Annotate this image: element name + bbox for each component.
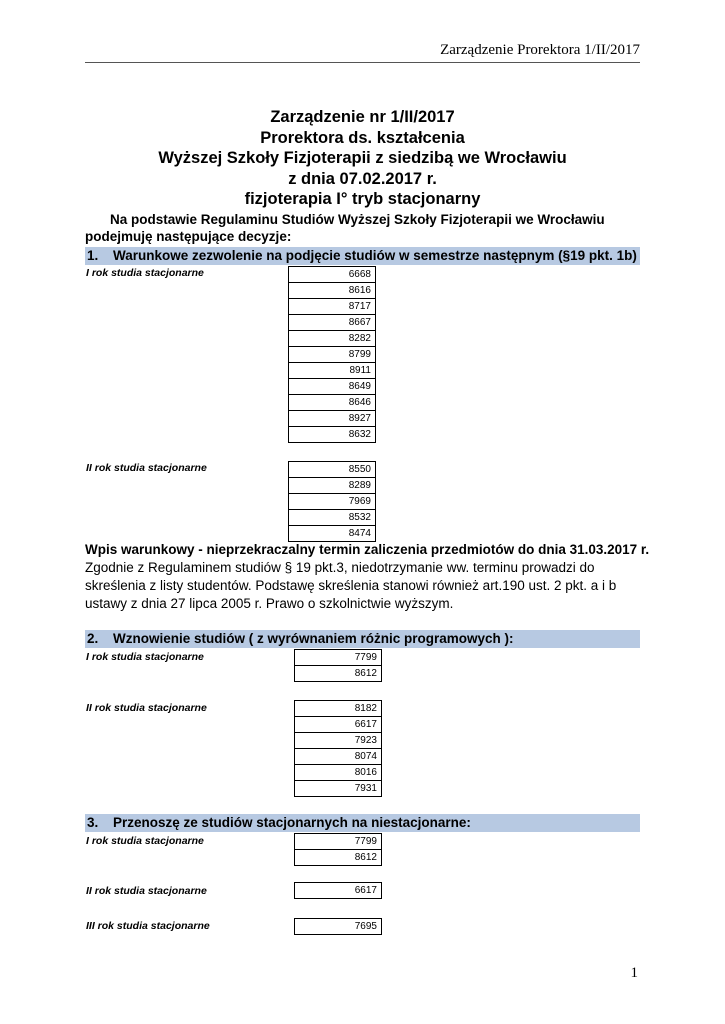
- page-number: 1: [630, 965, 638, 981]
- section-1-number: 1.: [87, 248, 99, 263]
- student-id-cell: 8717: [289, 299, 376, 315]
- student-id-cell: 7923: [295, 733, 382, 749]
- table-row: [295, 919, 382, 935]
- student-id-cell: 8182: [295, 701, 382, 717]
- table-row: [289, 363, 376, 379]
- table-row: [289, 478, 376, 494]
- section-1-group-2-table: [288, 461, 376, 542]
- section-3-heading: [85, 814, 640, 832]
- student-id-cell: 8799: [289, 347, 376, 363]
- section-3-title: Przenoszę ze studiów stacjonarnych na niestacjonarne:: [113, 815, 471, 830]
- table-row: [295, 733, 382, 749]
- student-id-cell: 6617: [295, 717, 382, 733]
- section-2-group-2-table: [294, 700, 382, 797]
- note-line-1: Zgodnie z Regulaminem studiów § 19 pkt.3, niedotrzymanie ww. terminu prowadzi do: [85, 560, 595, 575]
- table-row: [289, 427, 376, 443]
- student-id-cell: 7969: [289, 494, 376, 510]
- section-2-title: Wznowienie studiów ( z wyrównaniem różnic programowych ):: [113, 631, 514, 646]
- table-row: [289, 267, 376, 283]
- section-2-group-2-label: II rok studia stacjonarne: [86, 702, 207, 714]
- student-id-cell: 8646: [289, 395, 376, 411]
- table-row: [289, 331, 376, 347]
- section-3-group-1-table: [294, 833, 382, 866]
- section-3-group-3-table: [294, 918, 382, 935]
- table-row: [289, 494, 376, 510]
- intro-line-2: podejmuję następujące decyzje:: [85, 229, 292, 244]
- section-2-group-1-table: [294, 649, 382, 682]
- note-line-3: ustawy z dnia 27 lipca 2005 r. Prawo o szkolnictwie wyższym.: [85, 596, 454, 611]
- section-2-group-1-label: I rok studia stacjonarne: [86, 651, 204, 663]
- student-id-cell: 8911: [289, 363, 376, 379]
- student-id-cell: 8612: [295, 666, 382, 682]
- student-id-cell: 6617: [295, 883, 382, 899]
- table-row: [295, 650, 382, 666]
- table-row: [289, 462, 376, 478]
- student-id-cell: 8016: [295, 765, 382, 781]
- table-row: [289, 526, 376, 542]
- title-line-4: z dnia 07.02.2017 r.: [288, 169, 437, 188]
- student-id-cell: 7931: [295, 781, 382, 797]
- header-text: Zarządzenie Prorektora 1/II/2017: [440, 42, 640, 58]
- student-id-cell: 8282: [289, 331, 376, 347]
- section-1-note: [85, 541, 650, 613]
- table-row: [295, 666, 382, 682]
- table-row: [295, 850, 382, 866]
- note-deadline: Wpis warunkowy - nieprzekraczalny termin zaliczenia przedmiotów do dnia 31.03.2017 r.: [85, 542, 650, 557]
- student-id-cell: 8289: [289, 478, 376, 494]
- section-1-group-2-label: II rok studia stacjonarne: [86, 462, 207, 474]
- section-3-number: 3.: [87, 815, 99, 830]
- section-3-group-1-label: I rok studia stacjonarne: [86, 835, 204, 847]
- title-line-3: Wyższej Szkoły Fizjoterapii z siedzibą we Wrocławiu: [158, 149, 567, 167]
- title-line-5: fizjoterapia I° tryb stacjonarny: [244, 190, 481, 208]
- student-id-cell: 7799: [295, 834, 382, 850]
- student-id-cell: 7695: [295, 919, 382, 935]
- student-id-cell: 8616: [289, 283, 376, 299]
- table-row: [289, 315, 376, 331]
- student-id-cell: 8927: [289, 411, 376, 427]
- table-row: [295, 749, 382, 765]
- intro-line-1: Na podstawie Regulaminu Studiów Wyższej Szkoły Fizjoterapii we Wrocławiu: [110, 212, 605, 227]
- section-2-number: 2.: [87, 631, 99, 646]
- student-id-cell: 8550: [289, 462, 376, 478]
- section-3-group-2-table: [294, 882, 382, 899]
- section-3-group-2-label: II rok studia stacjonarne: [86, 885, 207, 897]
- section-1-title: Warunkowe zezwolenie na podjęcie studiów w semestrze następnym (§19 pkt. 1b): [113, 248, 637, 263]
- table-row: [289, 395, 376, 411]
- table-row: [295, 834, 382, 850]
- page-header: [85, 40, 640, 63]
- note-line-2: skreślenia z listy studentów. Podstawę skreślenia stanowi również art.190 ust. 2 pkt. a i b: [85, 578, 617, 593]
- title-line-2: Prorektora ds. kształcenia: [260, 128, 465, 147]
- table-row: [289, 347, 376, 363]
- student-id-cell: 8532: [289, 510, 376, 526]
- table-row: [295, 883, 382, 899]
- student-id-cell: 8612: [295, 850, 382, 866]
- section-2-heading: [85, 630, 640, 648]
- table-row: [289, 379, 376, 395]
- table-row: [295, 765, 382, 781]
- student-id-cell: 8474: [289, 526, 376, 542]
- intro-paragraph: [85, 211, 645, 245]
- section-1-heading: [85, 247, 640, 265]
- student-id-cell: 6668: [289, 267, 376, 283]
- student-id-cell: 8667: [289, 315, 376, 331]
- table-row: [295, 781, 382, 797]
- student-id-cell: 7799: [295, 650, 382, 666]
- table-row: [295, 717, 382, 733]
- table-row: [289, 283, 376, 299]
- section-3-group-3-label: III rok studia stacjonarne: [86, 920, 210, 932]
- student-id-cell: 8074: [295, 749, 382, 765]
- document-title: [85, 107, 640, 210]
- student-id-cell: 8649: [289, 379, 376, 395]
- title-line-1: Zarządzenie nr 1/II/2017: [270, 108, 455, 126]
- section-1-group-1-table: [288, 266, 376, 443]
- table-row: [289, 510, 376, 526]
- table-row: [295, 701, 382, 717]
- table-row: [289, 411, 376, 427]
- section-1-group-1-label: I rok studia stacjonarne: [86, 267, 204, 279]
- student-id-cell: 8632: [289, 427, 376, 443]
- table-row: [289, 299, 376, 315]
